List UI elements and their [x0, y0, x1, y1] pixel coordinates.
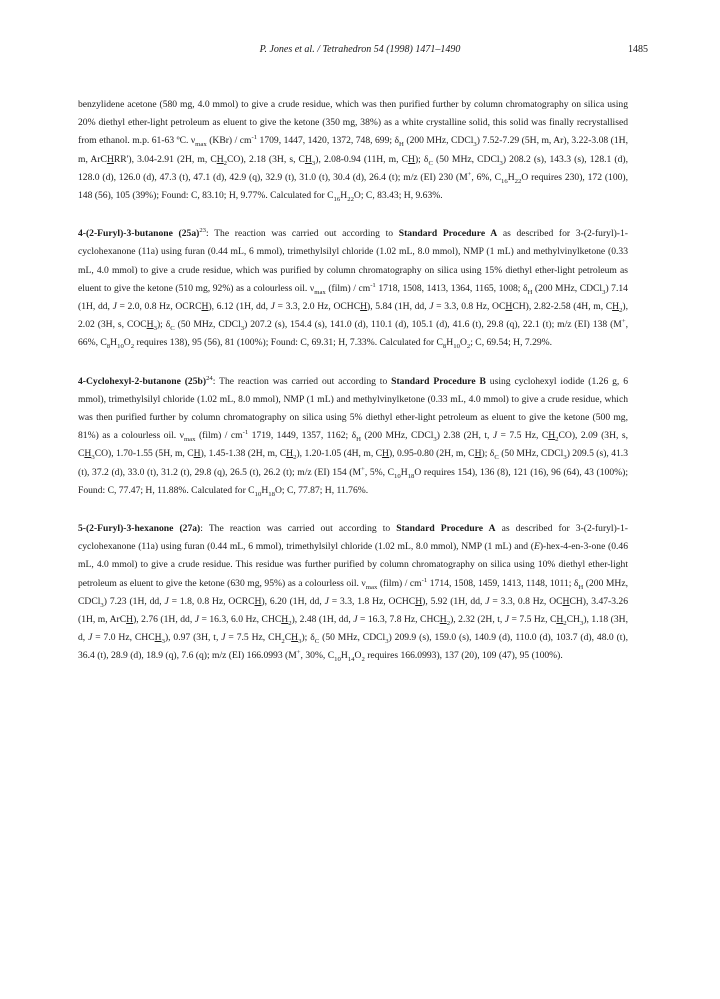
paragraph-compound-25a: 4-(2-Furyl)-3-butanone $(25a)^{23}$: The reaction was carried out according to Standard Procedure A as described for 3-(2-furyl)-1-cyclohexanone (11a) using furan (0.44 mL, 6 mmol), trimethylsilyl chloride (1.02 mL, 8.0 mmol), NMP (1 mL) and methylvinylketone (0.33 mL, 4.0 mmol) to give a crude residue, which was purified by column chromatography on silica using 15% diethyl ether-light petroleum as eluent to give the ketone (510 mg, 92%) as a colourless oil. $\nu_{max}$ (film) / $cm^{-1}$ 1718, 1508, 1413, 1364, 1165, 1008; $\delta_H$ (200 MHz, CDCl$_3$) 7.14 (1H, dd, J = 2.0, 0.8 Hz, OCRCH), 6.12 (1H, dd, J = 3.3, 2.0 Hz, OCHCH), 5.84 (1H, dd, J = 3.3, 0.8 Hz, OCHCH), 2.82-2.58 (4H, m, $CH_2$), 2.02 (3H, s, $COCH_3$); $\delta_C$ (50 MHz, CDCl$_3$) 207.2 (s), 154.4 (s), 141.0 (d), 110.1 (d), 105.1 (d), 41.6 (t), 29.8 (q), 22.1 (t); m/z (EI) 138 (M+, 66%, $C_8H_{10}O_2$ requires 138), 95 (56), 81 (100%); Found: C, 69.31; H, 7.33%. Calculated for $C_8H_{10}O_2$; C, 69.54; H, 7.29%. — [78, 227, 629, 351]
running-head: P. Jones et al. / Tetrahedron 54 (1998) 1471–1490 — [259, 44, 461, 55]
paragraph-compound-25b: 4-Cyclohexyl-2-butanone $(25b)^{24}$: The reaction was carried out according to Standard Procedure B using cyclohexyl iodide (1.26 g, 6 mmol), trimethylsilyl chloride (1.02 mL, 8.0 mmol), NMP (1 mL) and methylvinylketone (0.33 mL, 4.0 mmol) to give a crude residue, which was then purified further by column chromatography on silica using 5% diethyl ether-light petroleum as eluent to give the ketone (500 mg, 81%) as a colourless oil. $\nu_{max}$ (film) / $cm^{-1}$ 1719, 1449, 1357, 1162; $\delta_H$ (200 MHz, CDCl$_3$) 2.38 (2H, t, J = 7.5 Hz, $CH_2CO$), 2.09 (3H, s, $CH_3CO$), 1.70-1.55 (5H, m, CH), 1.45-1.38 (2H, m, $CH_2$), 1.20-1.05 (4H, m, CH), 0.95-0.80 (2H, m, CH); $\delta_C$ (50 MHz, CDCl$_3$) 209.5 (s), 41.3 (t), 37.2 (d), 33.0 (t), 31.2 (t), 29.8 (q), 26.5 (t), 26.2 (t); m/z (EI) 154 (M+, 5%, $C_{10}H_{18}O$ requires 154), 136 (8), 121 (16), 96 (64), 43 (100%); Found: C, 77.47; H, 11.88%. Calculated for $C_{10}H_{18}O$; C, 77.87; H, 11.76%. — [78, 374, 629, 498]
paragraph-compound-27a: 5-(2-Furyl)-3-hexanone (27a): The reaction was carried out according to Standard Procedure A as described for 3-(2-furyl)-1-cyclohexanone (11a) using furan (0.44 mL, 6 mmol), trimethylsilyl chloride (1.02 mL, 8.0 mmol), NMP (1 mL) and (E)-hex-4-en-3-one (0.46 mL, 4.0 mmol) to give a crude residue. This residue was further purified by column chromatography on silica using 10% diethyl ether-light petroleum as eluent to give the ketone (630 mg, 95%) as a colourless oil. $\nu_{max}$ (film) / $cm^{-1}$ 1714, 1508, 1459, 1413, 1148, 1011; $\delta_H$ (200 MHz, CDCl$_3$) 7.23 (1H, dd, J = 1.8, 0.8 Hz, OCRCH), 6.20 (1H, dd, J = 3.3, 1.8 Hz, OCHCH), 5.92 (1H, dd, J = 3.3, 0.8 Hz, OCHCH), 3.47-3.26 (1H, m, ArCH), 2.76 (1H, dd, J = 16.3, 6.0 Hz, $CHCH_2$), 2.48 (1H, dd, J = 16.3, 7.8 Hz, $CHCH_2$), 2.32 (2H, t, J = 7.5 Hz, $CH_2CH_3$), 1.18 (3H, d, J = 7.0 Hz, $CHCH_3$), 0.97 (3H, t, J = 7.5 Hz, $CH_2CH_3$); $\delta_C$ (50 MHz, CDCl$_3$) 209.9 (s), 159.0 (s), 140.9 (d), 110.0 (d), 103.7 (d), 48.0 (t), 36.4 (t), 28.9 (d), 18.9 (q), 7.6 (q); m/z (EI) 166.0993 (M+, 30%, $C_{10}H_{14}O_2$ requires 166.0993), 137 (20), 109 (47), 95 (100%). — [78, 523, 629, 664]
page-number: 1485 — [628, 44, 648, 55]
article-body — [78, 96, 628, 686]
page-header — [0, 44, 720, 60]
paragraph-25-continued: benzylidene acetone (580 mg, 4.0 mmol) to give a crude residue, which was then purified further by column chromatography on silica using 20% diethyl ether-light petroleum as eluent to give the ketone (350 mg, 38%) as a white crystalline solid, this solid was finally recrystallised from ethanol. m.p. 61-63 ºC. $\nu_{max}$ $(KBr) / cm^{-1}$ 1709, 1447, 1420, 1372, 748, 699; $\delta_H$ (200 MHz, CDCl$_3$) 7.52-7.29 (5H, m, Ar), 3.22-3.08 (1H, m, ArCHRR'), 3.04-2.91 (2H, m, $CH_2CO$), 2.18 (3H, s, $CH_3$), 2.08-0.94 (11H, m, CH); $\delta_C$ (50 MHz, CDCl$_3$) 208.2 (s), 143.3 (s), 128.1 (d), 128.0 (d), 126.0 (d), 47.3 (t), 47.1 (d), 42.9 (q), 32.9 (t), 31.0 (t), 30.4 (d), 26.4 (t); m/z (EI) 230 (M+, 6%, $C_{16}H_{22}O$ requires 230), 172 (100), 148 (56), 105 (39%); Found: C, 83.10; H, 9.77%. Calculated for $C_{16}H_{22}O$; C, 83.43; H, 9.63%. — [78, 99, 629, 203]
